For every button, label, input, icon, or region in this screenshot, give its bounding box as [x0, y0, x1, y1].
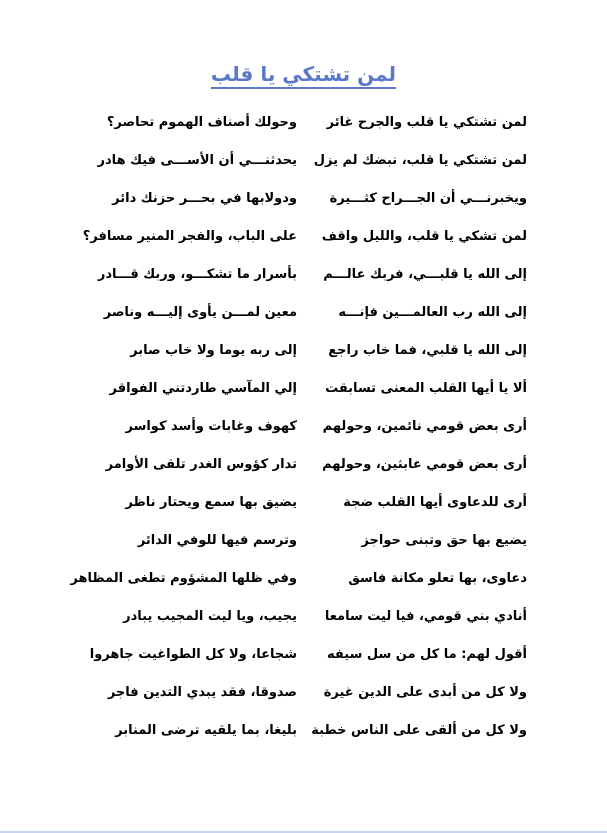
verse-left-12: وترسم فيها للوفي الدائر	[137, 533, 297, 548]
poem-left-column	[70, 113, 297, 759]
verse-right-11: أرى للدعاوى أيها القلب ضجة	[343, 495, 527, 510]
verse-right-8: ألا يا أيها القلب المعنى تسابقت	[325, 381, 527, 396]
verse-left-9: كهوف وغابات وأسد كواسر	[125, 419, 297, 434]
verse-left-3: ودولابها في بحـــر حزنك دائر	[112, 191, 297, 206]
verse-right-16: ولا كل من أبدى على الدين غيرة	[323, 685, 527, 700]
verse-left-6: معين لمـــن يأوى إليـــه وناصر	[103, 305, 297, 320]
verse-right-10: أرى بعض قومي عابثين، وحولهم	[322, 457, 527, 472]
verse-right-3: ويخبرنـــي أن الجـــراح كثـــيرة	[329, 191, 527, 206]
verse-left-16: صدوقا، فقد يبدي التدين فاجر	[107, 685, 297, 700]
verse-right-6: إلى الله رب العالمـــين فإنـــه	[338, 305, 527, 320]
verse-right-1: لمن تشتكي يا قلب والجرح غائر	[326, 115, 527, 130]
verse-right-12: يضيع بها حق وتبنى حواجز	[361, 533, 527, 548]
verse-left-2: يحدثنـــي أن الأســـى فيك هادر	[97, 153, 297, 168]
verse-left-1: وحولك أصناف الهموم تحاصر؟	[106, 115, 297, 130]
verse-left-15: شجاعا، ولا كل الطواغيت جاهروا	[89, 647, 297, 662]
verse-left-14: يجيب، ويا ليت المجيب يبادر	[123, 609, 297, 624]
verse-left-10: تدار كؤوس الغدر تلقى الأوامر	[105, 457, 297, 472]
verse-right-4: لمن تشكي يا قلب، والليل واقف	[321, 229, 527, 244]
poem-title	[0, 62, 607, 86]
verse-right-9: أرى بعض قومي نائمين، وحولهم	[322, 419, 527, 434]
poem-right-column	[312, 113, 527, 759]
verse-right-15: أقول لهم: ما كل من سل سيفه	[327, 647, 527, 662]
verse-right-7: إلى الله يا قلبي، فما خاب راجع	[328, 343, 527, 358]
verse-right-2: لمن تشتكي يا قلب، نبضك لم يزل	[313, 153, 527, 168]
poem-title-text: لمن تشتكي يا قلب	[211, 62, 396, 89]
verse-left-11: يضيق بها سمع ويحتار ناظر	[125, 495, 297, 510]
verse-left-17: بليغا، بما يلقيه ترضى المنابر	[115, 723, 297, 738]
verse-left-7: إلى ربه يوما ولا خاب صابر	[130, 343, 297, 358]
verse-right-14: أنادي بني قومي، فيا ليت سامعا	[324, 609, 527, 624]
verse-left-8: إلي المآسي طاردتني الفواقر	[109, 381, 297, 396]
verse-right-17: ولا كل من ألقى على الناس خطبة	[311, 723, 527, 738]
verse-right-13: دعاوى، بها تعلو مكانة فاسق	[348, 571, 527, 586]
verse-left-13: وفي ظلها المشؤوم تطغى المظاهر	[70, 571, 297, 586]
verse-left-4: على الباب، والفجر المنير مسافر؟	[82, 229, 297, 244]
verse-left-5: بأسرار ما تشكـــو، وربك قـــادر	[97, 267, 297, 282]
verse-right-5: إلى الله يا قلبـــي، فربك عالـــم	[323, 267, 527, 282]
